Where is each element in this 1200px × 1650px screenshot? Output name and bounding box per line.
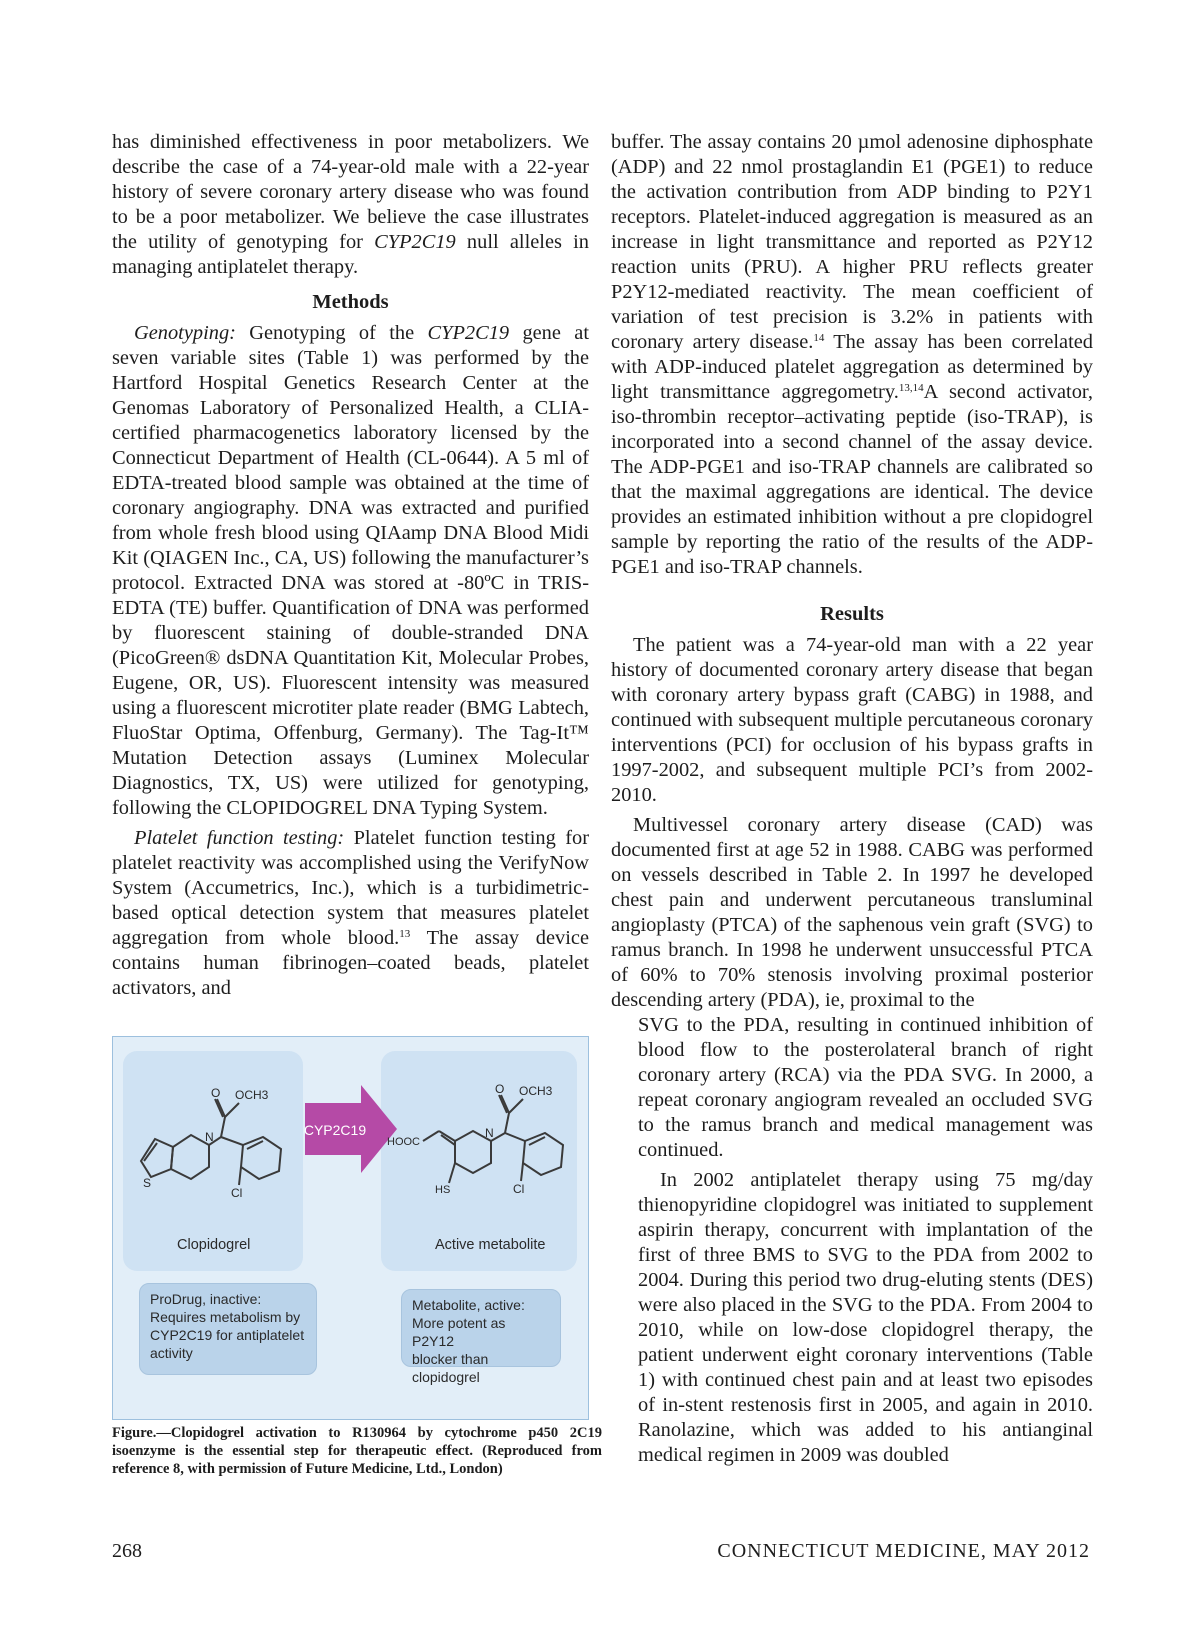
right-column — [611, 130, 1093, 1468]
clopidogrel-label: Clopidogrel — [177, 1237, 251, 1253]
svg-text:S: S — [143, 1176, 152, 1190]
gene-name: CYP2C19 — [427, 322, 510, 344]
metabolite-box: Metabolite, active: More potent as P2Y12 blocker than clopidogrel — [401, 1289, 561, 1367]
svg-text:OCH3: OCH3 — [235, 1088, 269, 1102]
svg-text:O: O — [211, 1086, 221, 1100]
svg-text:Cl: Cl — [231, 1186, 243, 1200]
results-paragraph-1: The patient was a 74-year-old man with a 22 year history of documented coronary artery disease that began with coronary artery bypass graft (CABG) in 1988, and continued with subsequent multiple percutaneous coronary interventions (PCI) for occlusion of his bypass grafts in 1997-2002, and subsequent multiple PCI’s from 2002-2010. — [611, 634, 1093, 806]
citation: 13 — [399, 928, 411, 940]
svg-text:HS: HS — [435, 1184, 451, 1196]
page-number: 268 — [112, 1540, 142, 1562]
left-column — [112, 130, 589, 1001]
citation: 14 — [813, 332, 825, 344]
svg-text:N: N — [485, 1126, 494, 1140]
svg-text:O: O — [495, 1082, 505, 1096]
citation: 13,14 — [898, 382, 924, 394]
genotyping-paragraph: Genotyping: Genotyping of the CYP2C19 gene at seven variable sites (Table 1) was performed by the Hartford Hospital Genetics Research Center at the Genomas Laboratory of Personalized Health, a CLIA-certified pharmacogenetics laboratory licensed by the Connecticut Department of Health (CL-0644). A 5 ml of EDTA-treated blood sample was obtained at the time of coronary angiography. DNA was extracted and purified from whole fresh blood using QIAamp DNA Blood Midi Kit (QIAGEN Inc., CA, US) following the manufacturer’s protocol. Extracted DNA was stored at -80ºC in TRIS-EDTA (TE) buffer. Quantification of DNA was performed by fluorescent staining of double-stranded DNA (PicoGreen® dsDNA Quantitation Kit, Molecular Probes, Eugene, OR, US). Fluorescent intensity was measured using a fluorescent microtiter plate reader (BMG Labtech, FluoStar Optima, Offenburg, Germany). The Tag-It™ Mutation Detection assays (Luminex Molecular Diagnostics, TX, US) were utilized for genotyping, following the CLOPIDOGREL DNA Typing System. — [112, 322, 589, 819]
gene-name: CYP2C19 — [374, 231, 456, 253]
svg-text:HOOC: HOOC — [387, 1136, 420, 1148]
assay-paragraph: buffer. The assay contains 20 µmol adenosine diphosphate (ADP) and 22 nmol prostaglandin E1 (PGE1) to reduce the activation contribution from ADP binding to P2Y1 receptors. Platelet-induced aggregation is measured as an increase in light transmittance and reported as P2Y12 reaction units (PRU). A higher PRU reflects greater P2Y12-mediated reactivity. The mean coefficient of variation of test precision is 3.2% in patients with coronary artery disease.$^{14}$ The assay has been correlated with ADP-induced platelet aggregation as determined by light transmittance aggregometry.$^{13,14}$A second activator, iso-thrombin receptor–activating peptide (iso-TRAP), is incorporated into a second channel of the assay device. The ADP-PGE1 and iso-TRAP channels are calibrated so that the maximal aggregations are identical. The device provides an estimated inhibition without a pre clopidogrel sample by reporting the ratio of the results of the ADP-PGE1 and iso-TRAP channels. — [611, 131, 1093, 578]
methods-heading: Methods — [312, 291, 389, 313]
genotyping-label: Genotyping: — [134, 322, 236, 344]
prodrug-box: ProDrug, inactive: Requires metabolism by CYP2C19 for antiplatelet activity — [139, 1283, 317, 1375]
platelet-paragraph: Platelet function testing: Platelet function testing for platelet reactivity was accomplished using the VerifyNow System (Accumetrics, Inc.), which is a turbidimetric-based optical detection system that measures platelet aggregation from whole blood.$^{13}$ The assay device contains human fibrinogen–coated beads, platelet activators, and — [112, 827, 589, 999]
svg-text:Cl: Cl — [513, 1182, 525, 1196]
results-paragraph-2: Multivessel coronary artery disease (CAD) was documented first at age 52 in 1988. CABG was performed on vessels described in Table 2. In 1997 he developed chest pain and underwent percutaneous transluminal angioplasty (PTCA) of the saphenous vein graft (SVG) to ramus branch. In 1998 he underwent unsuccessful PTCA of 60% to 70% stenosis involving proximal posterior descending artery (PDA), ie, proximal to the — [611, 814, 1093, 1011]
svg-text:N: N — [205, 1130, 214, 1144]
results-paragraph-3: In 2002 antiplatelet therapy using 75 mg/day thienopyridine clopidogrel was initiated to supplement aspirin therapy, concurrent with implantation of the first of three BMS to SVG to the PDA from 2002 to 2004. During this period two drug-eluting stents (DES) were also placed in the SVG to the PDA. From 2004 to 2010, while on low-dose clopidogrel therapy, the patient underwent eight coronary interventions (Table 1) with continued chest pain and at least two episodes of in-stent restenosis first in 2005, and again in 2010. Ranolazine, which was added to his antianginal medical regimen in 2009 was doubled — [638, 1169, 1093, 1466]
arrow-label: CYP2C19 — [303, 1122, 367, 1138]
platelet-label: Platelet function testing: — [134, 827, 345, 849]
svg-text:OCH3: OCH3 — [519, 1084, 553, 1098]
intro-paragraph: has diminished effectiveness in poor metabolizers. We describe the case of a 74-year-old male with a 22-year history of severe coronary artery disease who was found to be a poor metabolizer. We believe the case illustrates the utility of genotyping for CYP2C19 null alleles in managing antiplatelet therapy. — [112, 131, 589, 278]
figure-caption: Figure.—Clopidogrel activation to R130964 by cytochrome p450 2C19 isoenzyme is the essential step for therapeutic effect. (Reproduced from reference 8, with permission of Future Medicine, Ltd., London) — [112, 1425, 602, 1477]
results-heading: Results — [820, 603, 884, 625]
figure-clopidogrel-activation — [112, 1036, 589, 1420]
journal-footer: CONNECTICUT MEDICINE, MAY 2012 — [717, 1540, 1090, 1562]
active-metabolite-label: Active metabolite — [435, 1237, 546, 1253]
results-paragraph-2-inset: SVG to the PDA, resulting in continued inhibition of blood flow to the posterolateral branch of right coronary artery (RCA) via the PDA SVG. In 2000, a repeat coronary angiogram revealed an occluded SVG to the ramus branch and medical management was continued. — [638, 1014, 1093, 1161]
